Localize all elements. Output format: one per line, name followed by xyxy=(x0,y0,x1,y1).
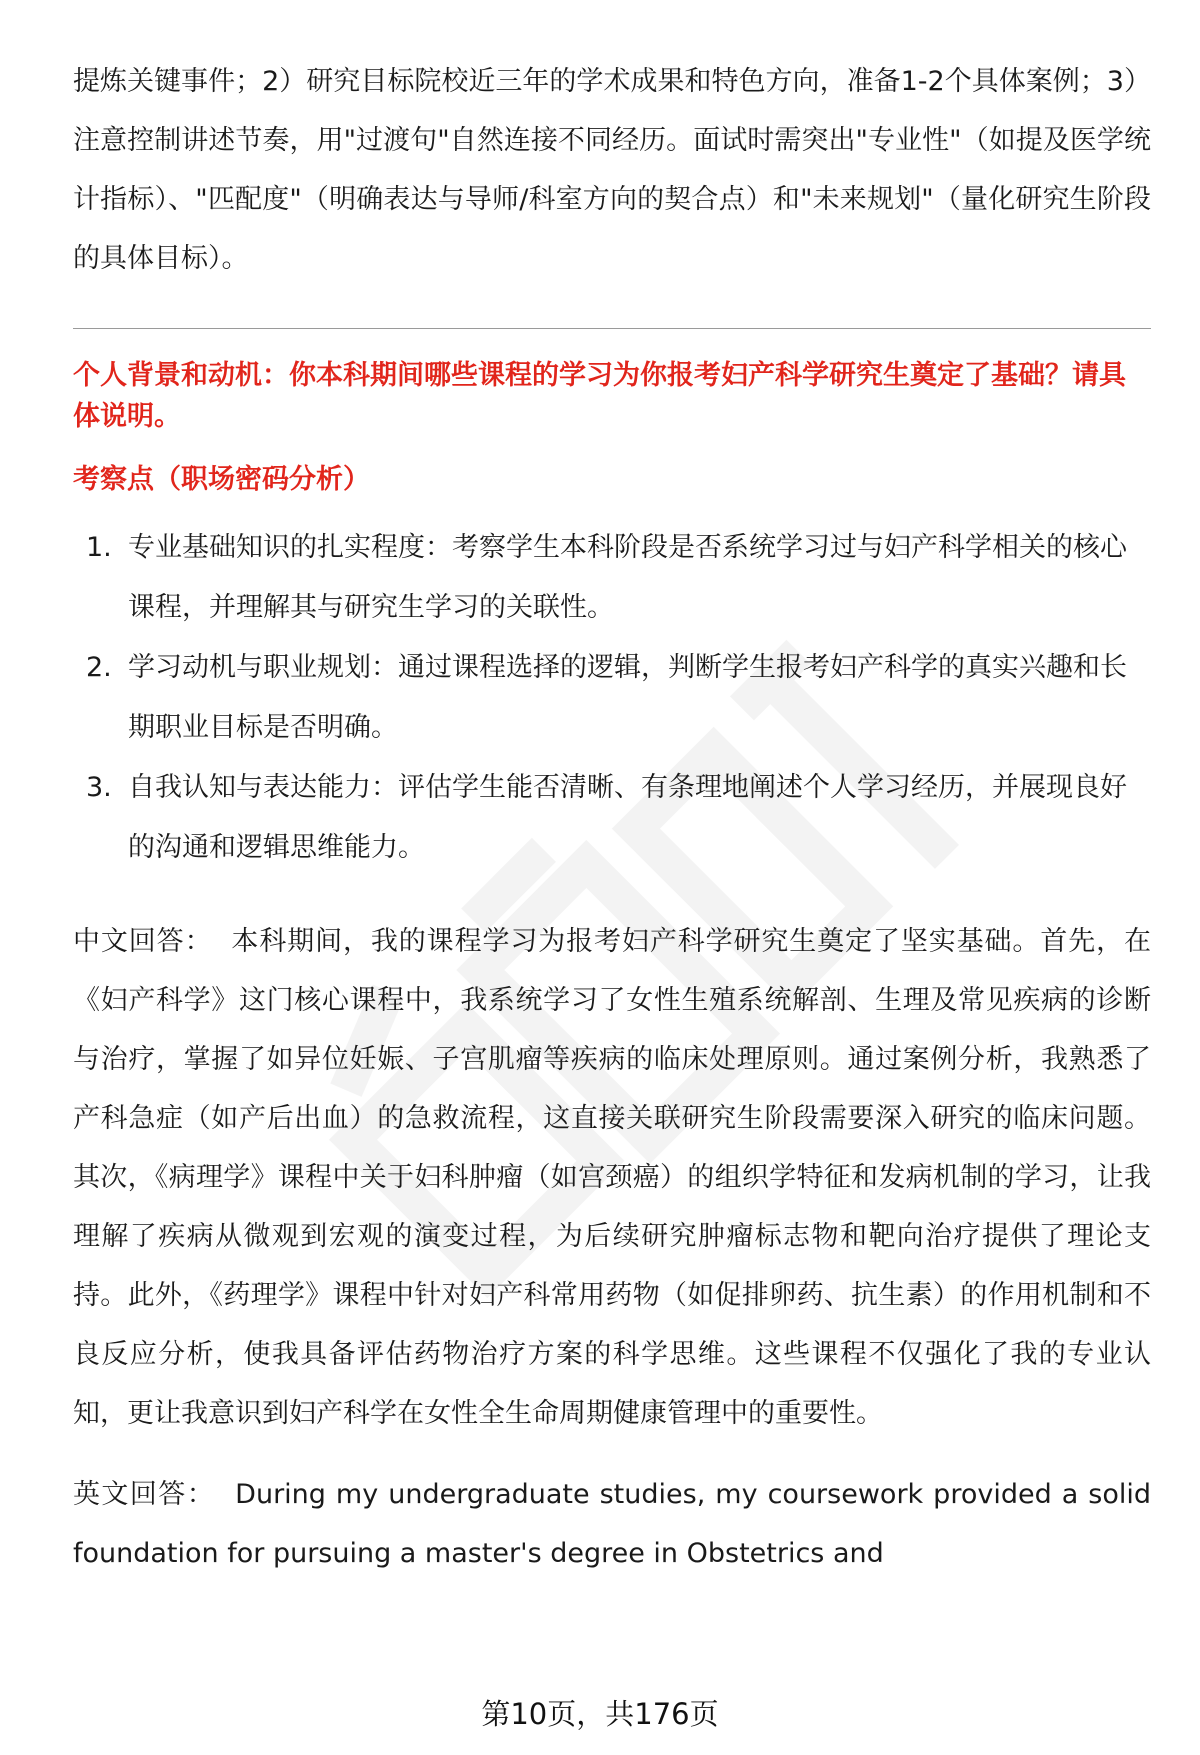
focus-points-list xyxy=(73,518,1151,878)
intro-paragraph: 提炼关键事件；2）研究目标院校近三年的学术成果和特色方向，准备1-2个具体案例；3）注意控制讲述节奏，用"过渡句"自然连接不同经历。面试时需突出"专业性"（如提及医学统计指标）、"匹配度"（明确表达与导师/科室方向的契合点）和"未来规划"（量化研究生阶段的具体目标）。 xyxy=(73,66,1151,274)
page-footer: 第10页，共176页 xyxy=(481,1697,719,1731)
list-item xyxy=(73,758,1151,878)
list-item-text: 自我认知与表达能力：评估学生能否清晰、有条理地阐述个人学习经历，并展现良好的沟通和逻辑思维能力。 xyxy=(128,772,1127,863)
answer-english xyxy=(73,1465,1151,1583)
section-divider xyxy=(73,328,1151,329)
answer-en-text: During my undergraduate studies, my coursework provided a solid foundation for pursuing a master's degree in Obstetrics and xyxy=(73,1479,1152,1569)
focus-label: 考察点（职场密码分析） xyxy=(73,464,370,495)
answer-chinese xyxy=(73,912,1151,1443)
answer-cn-label: 中文回答： xyxy=(73,926,213,957)
list-item xyxy=(73,518,1151,638)
list-item xyxy=(73,638,1151,758)
list-item-text: 专业基础知识的扎实程度：考察学生本科阶段是否系统学习过与妇产科学相关的核心课程，并理解其与研究生学习的关联性。 xyxy=(128,532,1127,623)
list-item-number: 3. xyxy=(86,772,112,803)
page-content xyxy=(73,52,1151,1583)
list-item-number: 2. xyxy=(86,652,112,683)
list-item-text: 学习动机与职业规划：通过课程选择的逻辑，判断学生报考妇产科学的真实兴趣和长期职业目标是否明确。 xyxy=(128,652,1127,743)
answer-en-label: 英文回答： xyxy=(73,1479,216,1510)
question-heading: 个人背景和动机：你本科期间哪些课程的学习为你报考妇产科学研究生奠定了基础？请具体说明。 xyxy=(73,360,1126,432)
list-item-number: 1. xyxy=(86,532,112,563)
answer-cn-text: 本科期间，我的课程学习为报考妇产科学研究生奠定了坚实基础。首先，在《妇产科学》这门核心课程中，我系统学习了女性生殖系统解剖、生理及常见疾病的诊断与治疗，掌握了如异位妊娠、子宫肌瘤等疾病的临床处理原则。通过案例分析，我熟悉了产科急症（如产后出血）的急救流程，这直接关联研究生阶段需要深入研究的临床问题。其次，《病理学》课程中关于妇科肿瘤（如宫颈癌）的组织学特征和发病机制的学习，让我理解了疾病从微观到宏观的演变过程，为后续研究肿瘤标志物和靶向治疗提供了理论支持。此外，《药理学》课程中针对妇产科常用药物（如促排卵药、抗生素）的作用机制和不良反应分析，使我具备评估药物治疗方案的科学思维。这些课程不仅强化了我的专业认知，更让我意识到妇产科学在女性全生命周期健康管理中的重要性。 xyxy=(73,926,1151,1429)
